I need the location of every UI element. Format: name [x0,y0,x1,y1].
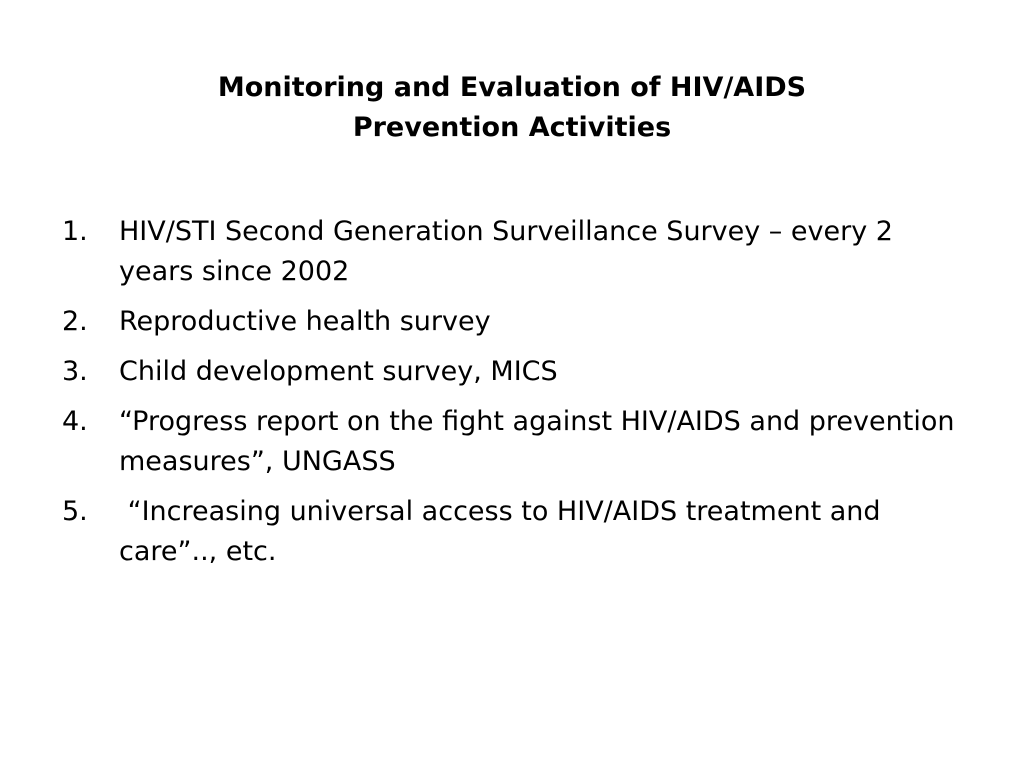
list-item-text: “Progress report on the fight against HIV/AIDS and prevention measures”, UNGASS [119,406,955,477]
list-item [62,302,972,342]
list-item-number: 1. [62,216,88,247]
list-item-number: 2. [62,306,88,337]
title-line-2: Prevention Activities [352,112,672,143]
list-item-text: HIV/STI Second Generation Surveillance Survey – every 2 years since 2002 [119,216,893,287]
list-item-text: Child development survey, MICS [119,356,558,387]
list-item [62,212,972,292]
numbered-list [62,212,972,582]
list-item-text: Reproductive health survey [119,306,491,337]
slide-title [112,68,912,148]
list-item [62,492,972,572]
title-line-1: Monitoring and Evaluation of HIV/AIDS [217,72,807,103]
list-item [62,352,972,392]
list-item [62,402,972,482]
list-item-text: “Increasing universal access to HIV/AIDS treatment and care”.., etc. [119,496,890,567]
list-item-number: 5. [62,496,88,527]
list-item-number: 4. [62,406,88,437]
list-item-number: 3. [62,356,88,387]
